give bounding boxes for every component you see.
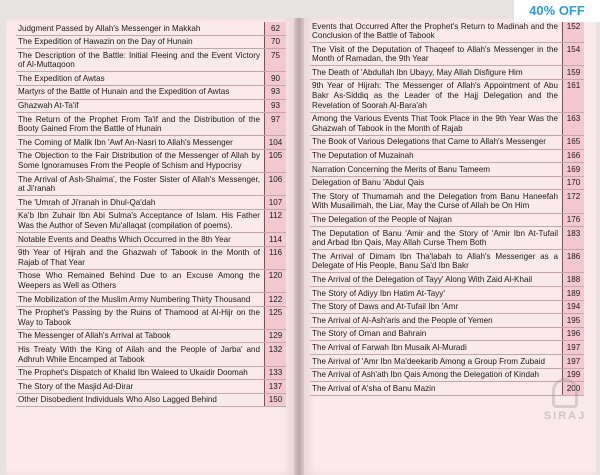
toc-row — [310, 66, 584, 80]
toc-entry-page-number: 122 — [264, 293, 286, 306]
toc-entry-title: 9th Year of Hijrah: The Messenger of Allah's Appointment of Abu Bakr As-Siddiq as the Leader of the Hajj Delegation and the Revelation of Soorah Al-Bara'ah — [312, 81, 558, 110]
toc-row — [16, 100, 286, 114]
toc-row — [16, 307, 286, 330]
toc-entry-title: The Return of the Prophet From Ta'if and the Distribution of the Booty Gained From the Battle of Hunain — [18, 114, 260, 134]
toc-entry-title: Ghazwah At-Ta'if — [18, 101, 79, 111]
toc-row — [16, 36, 286, 50]
toc-row — [310, 177, 584, 191]
toc-entry-page-number: 163 — [562, 113, 584, 135]
toc-entry-page-number: 150 — [264, 394, 286, 407]
toc-entry-page-number: 133 — [264, 367, 286, 380]
toc-entry-title: The Prophet's Dispatch of Khalid Ibn Waleed to Ukaidir Doomah — [18, 368, 248, 378]
toc-entry-page-number: 154 — [562, 43, 584, 65]
toc-row — [16, 394, 286, 408]
toc-row — [310, 43, 584, 66]
toc-row — [310, 273, 584, 287]
watermark-text: SIRAJ — [543, 410, 587, 422]
toc-entry-page-number: 159 — [562, 66, 584, 79]
toc-entry-page-number: 183 — [562, 227, 584, 249]
toc-entry-page-number: 120 — [264, 270, 286, 292]
toc-entry-page-number: 93 — [264, 100, 286, 113]
toc-entry-title: The Expedition of Awtas — [18, 73, 105, 83]
toc-entry-page-number: 112 — [264, 210, 286, 232]
toc-entry-page-number: 172 — [562, 190, 584, 212]
toc-entry-title: The 'Umrah of Ji'ranah in Dhul-Qa'dah — [18, 197, 156, 207]
toc-entry-page-number: 199 — [562, 369, 584, 382]
toc-row — [310, 150, 584, 164]
toc-entry-page-number: 104 — [264, 136, 286, 149]
toc-entry-page-number: 90 — [264, 72, 286, 85]
toc-row — [310, 341, 584, 355]
toc-entry-title: The Messenger of Allah's Arrival at Tabook — [18, 331, 171, 341]
toc-row — [310, 227, 584, 250]
toc-row — [310, 369, 584, 383]
toc-entry-page-number: 129 — [264, 330, 286, 343]
toc-row — [310, 382, 584, 396]
toc-entry-title: The Description of the Battle: Initial Fleeing and the Event Victory of Al-Muttaqoon — [18, 50, 260, 70]
toc-entry-page-number: 75 — [264, 49, 286, 71]
toc-entry-title: Ka'b Ibn Zuhair Ibn Abi Sulma's Acceptance of Islam. His Father Was the Author of Seven Mu'allaqat (compilation of poems). — [18, 211, 260, 230]
toc-entry-title: The Coming of Malik Ibn 'Awf An-Nasri to Allah's Messenger — [18, 137, 233, 147]
toc-row — [16, 136, 286, 150]
toc-entry-title: The Death of 'Abdullah Ibn Ubayy, May Allah Disfigure Him — [312, 67, 523, 77]
toc-entry-title: Those Who Remained Behind Due to an Excuse Among the Weepers as Well as Others — [18, 271, 260, 290]
toc-entry-page-number: 132 — [264, 343, 286, 365]
toc-entry-title: The Story of Oman and Bahrain — [312, 329, 427, 339]
toc-entry-page-number: 196 — [562, 328, 584, 341]
toc-row — [310, 250, 584, 273]
toc-row — [16, 343, 286, 366]
toc-row — [16, 293, 286, 307]
toc-entry-page-number: 125 — [264, 307, 286, 329]
toc-row — [310, 287, 584, 301]
toc-row — [16, 113, 286, 136]
toc-row — [310, 136, 584, 150]
toc-entry-page-number: 200 — [562, 382, 584, 395]
toc-entry-title: The Story of Adiyy Ibn Hatim At-Tayy' — [312, 288, 445, 298]
toc-entry-title: The Expedition of Hawazin on the Day of Hunain — [18, 37, 193, 47]
toc-row — [16, 150, 286, 173]
toc-entry-title: The Arrival of 'Amr Ibn Ma'deekarib Among a Group From Zubaid — [312, 356, 545, 366]
toc-entry-title: The Arrival of the Delegation of Tayy' Along With Zaid Al-Khail — [312, 274, 533, 284]
toc-entry-page-number: 186 — [562, 250, 584, 272]
toc-row — [16, 86, 286, 100]
toc-row — [16, 210, 286, 233]
toc-entry-page-number: 106 — [264, 173, 286, 195]
toc-entry-page-number: 197 — [562, 341, 584, 354]
toc-entry-page-number: 116 — [264, 247, 286, 269]
toc-entry-title: The Arrival of Ash-Shaima', the Foster Sister of Allah's Messenger, at Ji'ranah — [18, 174, 260, 194]
toc-row — [310, 314, 584, 328]
toc-entry-page-number: 152 — [562, 20, 584, 42]
toc-entry-title: His Treaty With the King of Ailah and the People of Jarba' and Adhruh While Encamped at Tabook — [18, 344, 260, 364]
toc-entry-page-number: 93 — [264, 86, 286, 99]
discount-badge[interactable]: 40% OFF — [514, 0, 600, 22]
toc-entry-page-number: 137 — [264, 380, 286, 393]
toc-row — [16, 22, 286, 36]
toc-entry-title: Other Disobedient Individuals Who Also Lagged Behind — [18, 395, 217, 405]
toc-entry-title: The Story of the Masjid Ad-Dirar — [18, 381, 134, 391]
toc-entry-page-number: 194 — [562, 301, 584, 314]
toc-row — [310, 328, 584, 342]
toc-row — [310, 301, 584, 315]
toc-entry-page-number: 70 — [264, 36, 286, 49]
toc-right — [310, 20, 584, 396]
toc-entry-title: The Arrival of A'sha of Banu Mazin — [312, 383, 436, 393]
toc-row — [16, 72, 286, 86]
toc-row — [310, 355, 584, 369]
toc-row — [16, 270, 286, 293]
toc-entry-title: The Prophet's Passing by the Ruins of Thamood at Al-Hijr on the Way to Tabook — [18, 308, 260, 327]
toc-row — [16, 380, 286, 394]
toc-entry-title: The Delegation of the People of Najran — [312, 215, 452, 224]
toc-row — [310, 190, 584, 213]
toc-entry-page-number: 62 — [264, 22, 286, 35]
toc-entry-title: The Arrival of Al-Ash'aris and the People of Yemen — [312, 315, 493, 325]
toc-row — [310, 80, 584, 113]
toc-entry-title: Events that Occurred After the Prophet's Return to Madinah and the Conclusion of the Battle of Tabook — [312, 21, 558, 41]
toc-entry-title: Among the Various Events That Took Place in the 9th Year Was the Ghazwah of Tabook in the Month of Rajab — [312, 114, 558, 133]
toc-row — [16, 196, 286, 210]
toc-row — [16, 330, 286, 344]
book-gutter — [294, 18, 304, 475]
toc-entry-page-number: 165 — [562, 136, 584, 149]
toc-entry-page-number: 176 — [562, 214, 584, 227]
toc-entry-title: Judgment Passed by Allah's Messenger in Makkah — [18, 23, 201, 33]
toc-row — [16, 173, 286, 196]
left-page — [6, 18, 294, 475]
toc-entry-page-number: 114 — [264, 233, 286, 246]
toc-entry-title: The Mobilization of the Muslim Army Numbering Thirty Thousand — [18, 294, 251, 304]
toc-entry-title: The Arrival of Dimam Ibn Tha'labah to Allah's Messenger as a Delegate of His People, Banu Sa'd Ibn Bakr — [312, 251, 558, 271]
toc-row — [310, 20, 584, 43]
toc-entry-page-number: 161 — [562, 80, 584, 112]
toc-entry-page-number: 107 — [264, 196, 286, 209]
toc-row — [310, 214, 584, 228]
toc-row — [16, 367, 286, 381]
toc-entry-title: 9th Year of Hijrah and the Ghazwah of Tabook in the Month of Rajab of That Year — [18, 248, 260, 267]
toc-entry-title: Notable Events and Deaths Which Occurred in the 8th Year — [18, 234, 231, 244]
toc-entry-page-number: 197 — [562, 355, 584, 368]
toc-entry-title: The Deputation of Banu 'Amir and the Story of 'Amir Ibn At-Tufail and Arbad Ibn Qais, May Allah Curse Them Both — [312, 228, 558, 248]
toc-entry-title: Delegation of Banu 'Abdul Qais — [312, 178, 425, 188]
toc-entry-title: The Visit of the Deputation of Thaqeef to Allah's Messenger in the Month of Ramadan, the 9th Year — [312, 44, 558, 64]
toc-entry-title: The Deputation of Muzainah — [312, 151, 414, 161]
toc-entry-title: Narration Concerning the Merits of Banu Tameem — [312, 164, 490, 174]
toc-entry-title: The Objection to the Fair Distribution of the Messenger of Allah by Some Ignoramuses From the People of Schism and Hypocrisy — [18, 151, 260, 171]
toc-row — [16, 247, 286, 270]
toc-row — [310, 163, 584, 177]
toc-entry-title: The Arrival of Farwah Ibn Musaik Al-Muradi — [312, 342, 467, 352]
toc-entry-title: The Arrival of Ash'ath Ibn Qais Among the Delegation of Kindah — [312, 370, 539, 380]
toc-entry-page-number: 169 — [562, 163, 584, 176]
toc-entry-page-number: 105 — [264, 150, 286, 172]
toc-entry-page-number: 195 — [562, 314, 584, 327]
toc-entry-title: Martyrs of the Battle of Hunain and the Expedition of Awtas — [18, 87, 230, 97]
toc-entry-page-number: 170 — [562, 177, 584, 190]
toc-entry-page-number: 189 — [562, 287, 584, 300]
toc-row — [310, 113, 584, 136]
toc-row — [16, 49, 286, 72]
toc-left — [16, 22, 286, 407]
toc-entry-title: The Story of Thumamah and the Delegation from Banu Haneefah With Musailimah, the Liar, May the Curse of Allah be On Him — [312, 191, 558, 211]
toc-entry-page-number: 166 — [562, 150, 584, 163]
watermark-logo-icon — [552, 378, 578, 408]
toc-row — [16, 233, 286, 247]
toc-entry-page-number: 188 — [562, 273, 584, 286]
toc-entry-page-number: 97 — [264, 113, 286, 135]
toc-entry-title: The Story of Daws and At-Tufail Ibn 'Amr — [312, 302, 459, 312]
toc-entry-title: The Book of Various Delegations that Came to Allah's Messenger — [312, 137, 546, 147]
